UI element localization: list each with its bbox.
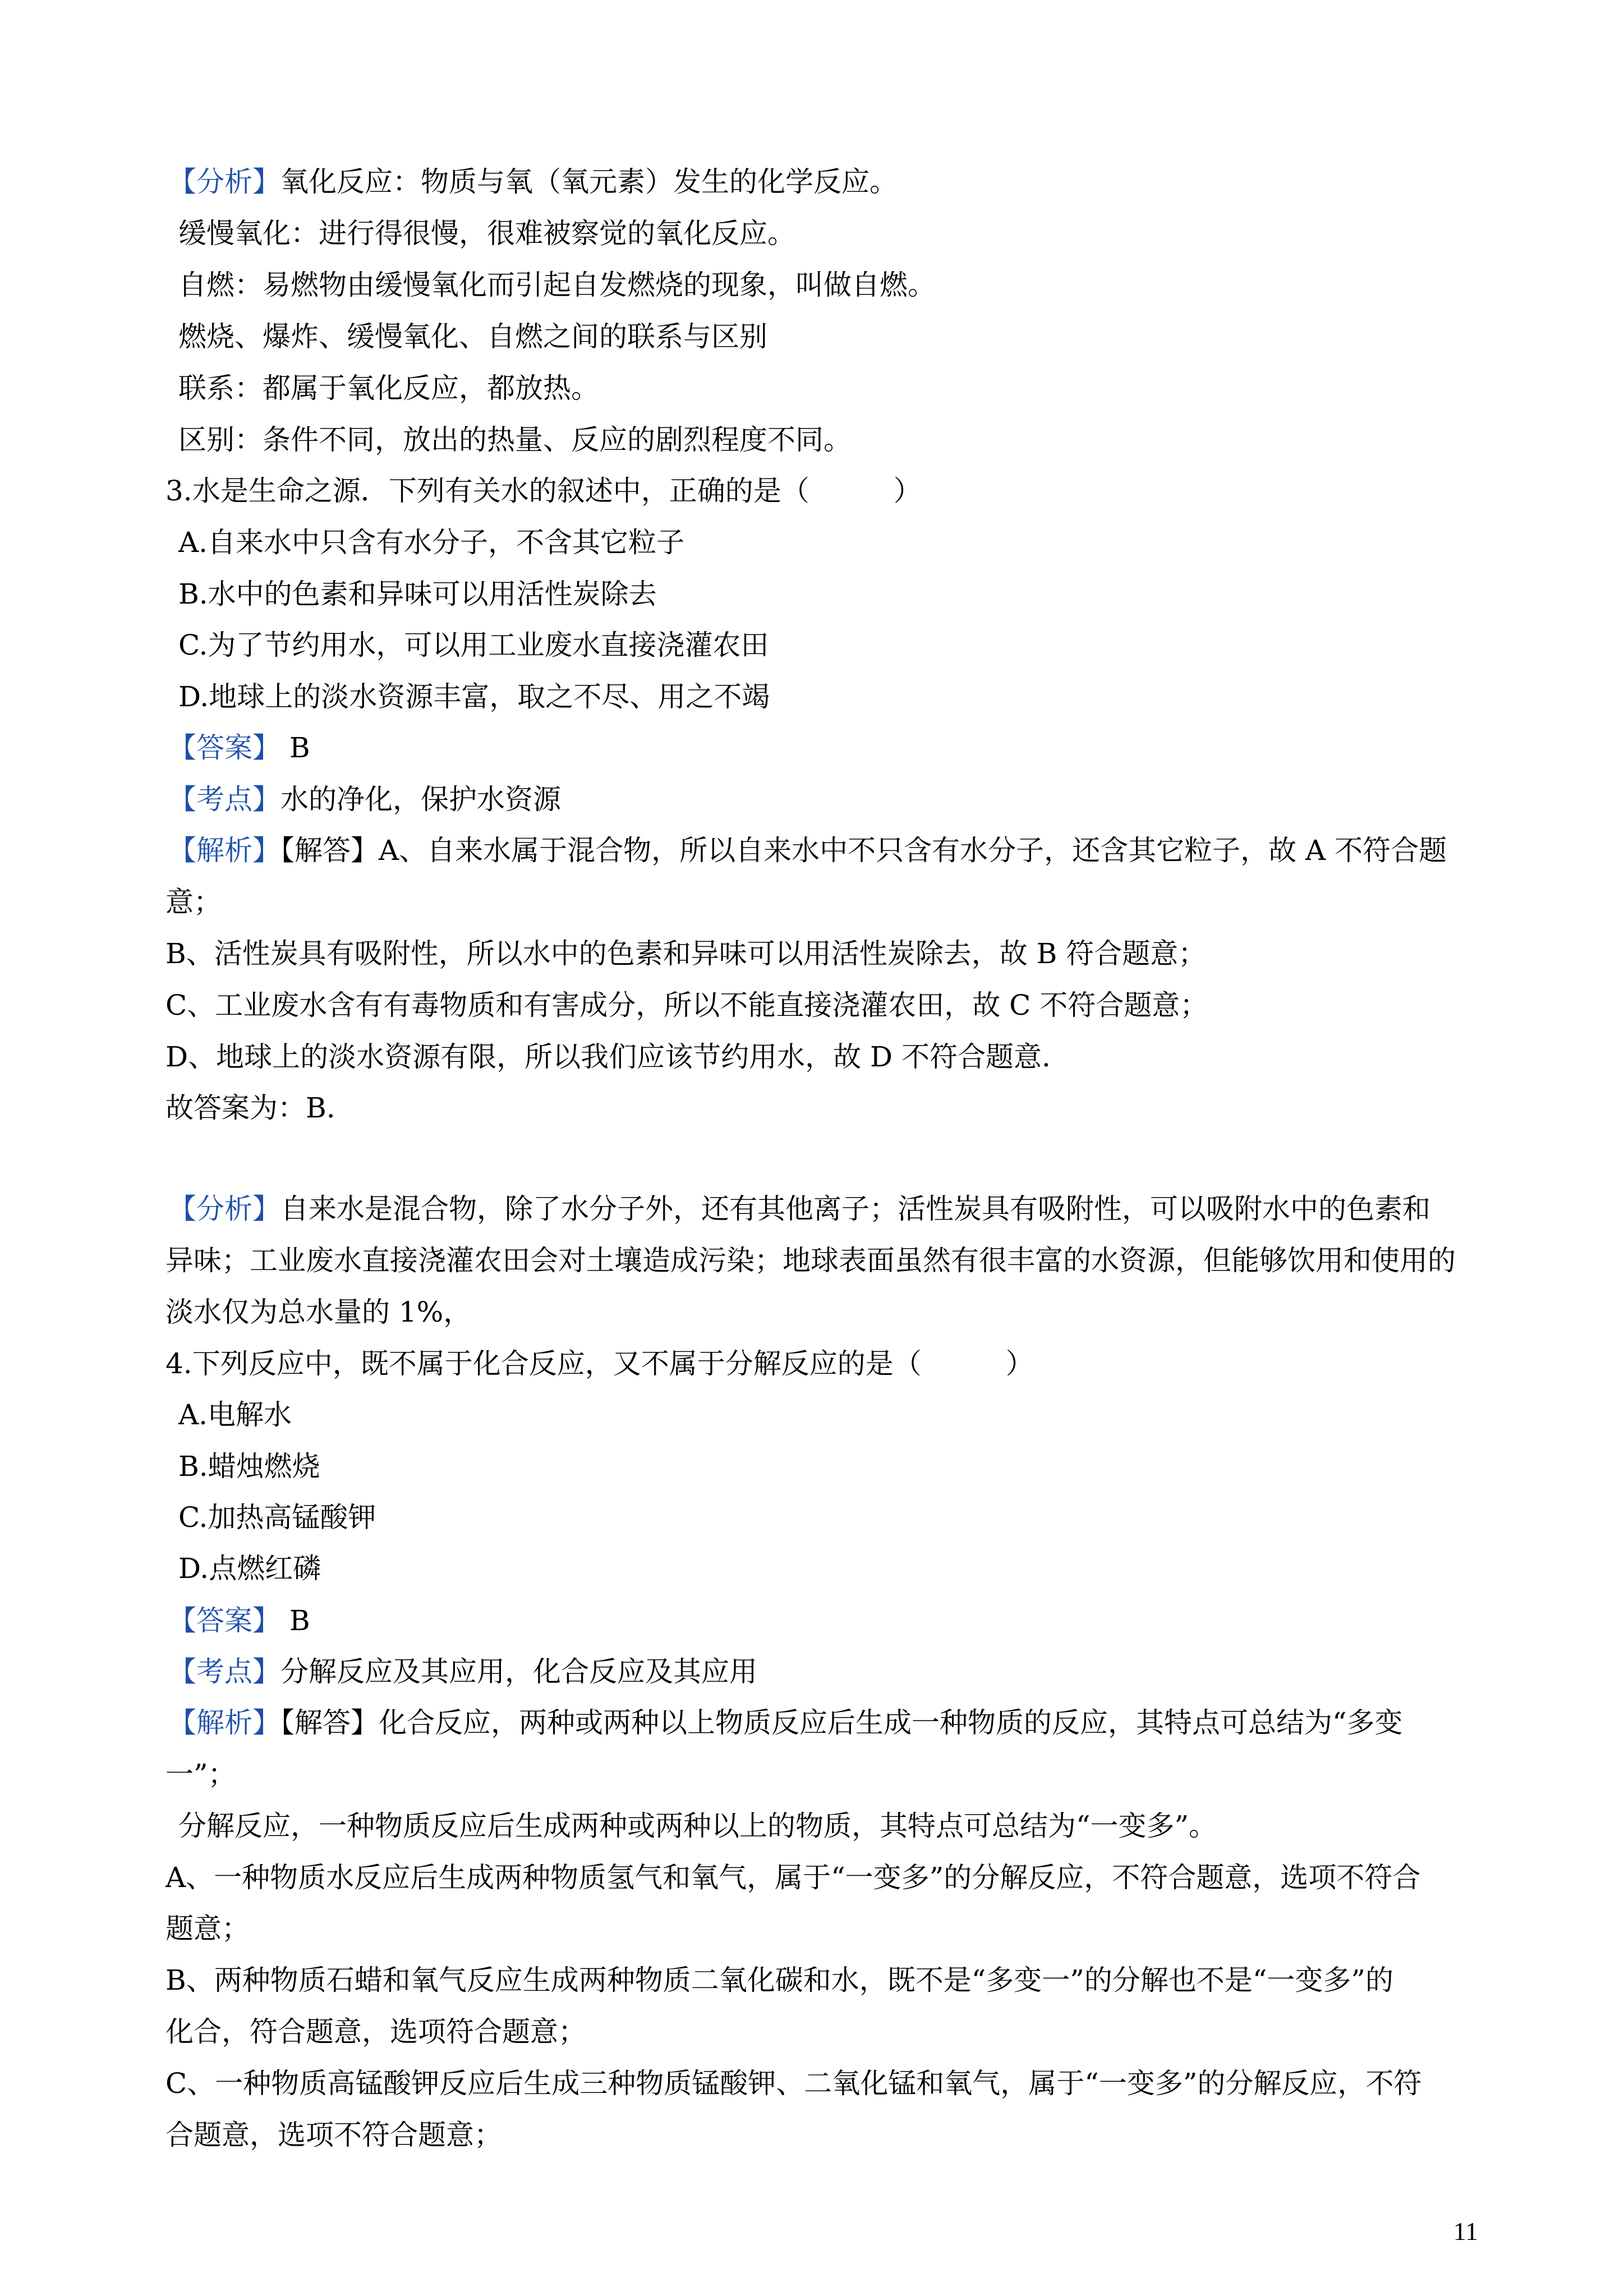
- analysis-label: 【分析】: [168, 1193, 280, 1225]
- jiexi-line: 一”；: [165, 1758, 236, 1791]
- kaodian-label: 【考点】: [168, 783, 280, 816]
- jiexi-line: 故答案为：B.: [165, 1092, 335, 1124]
- kaodian-line: 【考点】分解反应及其应用，化合反应及其应用: [168, 1655, 757, 1688]
- jiexi-line: C、一种物质高锰酸钾反应后生成三种物质锰酸钾、二氧化锰和氧气，属于“一变多”的分解反应，不符: [165, 2067, 1422, 2100]
- answer-label: 【答案】: [168, 1604, 280, 1637]
- jiexi-line: 分解反应，一种物质反应后生成两种或两种以上的物质，其特点可总结为“一变多”。: [178, 1810, 1217, 1842]
- analysis-line: 【分析】氧化反应：物质与氧（氧元素）发生的化学反应。: [168, 165, 898, 198]
- option-c: C.加热高锰酸钾: [178, 1501, 376, 1534]
- answer-value: B: [280, 731, 310, 764]
- kaodian-label: 【考点】: [168, 1655, 280, 1688]
- option-a: A.自来水中只含有水分子，不含其它粒子: [178, 526, 685, 559]
- option-b: B.蜡烛燃烧: [178, 1450, 320, 1483]
- answer-label: 【答案】: [168, 731, 280, 764]
- analysis-label: 【分析】: [168, 165, 280, 198]
- analysis-line: 缓慢氧化：进行得很慢，很难被察觉的氧化反应。: [178, 217, 795, 250]
- option-d: D.点燃红磷: [178, 1552, 321, 1585]
- option-d: D.地球上的淡水资源丰富，取之不尽、用之不竭: [178, 680, 770, 713]
- jiexi-line: 【解析】【解答】化合反应，两种或两种以上物质反应后生成一种物质的反应，其特点可总结为“多变: [168, 1706, 1403, 1739]
- jiexi-label: 【解析】: [168, 834, 280, 867]
- analysis-line: 联系：都属于氧化反应，都放热。: [178, 372, 599, 404]
- analysis-line: 【分析】自来水是混合物，除了水分子外，还有其他离子；活性炭具有吸附性，可以吸附水中的色素和: [168, 1193, 1430, 1225]
- jiexi-line: 意；: [165, 886, 222, 918]
- question-3-stem: 3.水是生命之源．下列有关水的叙述中，正确的是（ ）: [165, 475, 922, 507]
- analysis-line: 异味；工业废水直接浇灌农田会对土壤造成污染；地球表面虽然有很丰富的水资源，但能够饮用和使用的: [165, 1244, 1456, 1277]
- analysis-line: 区别：条件不同，放出的热量、反应的剧烈程度不同。: [178, 424, 852, 456]
- option-c: C.为了节约用水，可以用工业废水直接浇灌农田: [178, 629, 769, 661]
- jiexi-line: A、一种物质水反应后生成两种物质氢气和氧气，属于“一变多”的分解反应，不符合题意，选项不符合: [165, 1861, 1421, 1894]
- jiexi-line: 合题意，选项不符合题意；: [165, 2119, 502, 2151]
- answer-value: B: [280, 1604, 310, 1637]
- jiexi-line: D、地球上的淡水资源有限，所以我们应该节约用水，故 D 不符合题意.: [165, 1041, 1051, 1073]
- jiexi-line: B、活性炭具有吸附性，所以水中的色素和异味可以用活性炭除去，故 B 符合题意；: [165, 937, 1207, 970]
- question-4-stem: 4.下列反应中，既不属于化合反应，又不属于分解反应的是（ ）: [165, 1347, 1034, 1380]
- analysis-line: 燃烧、爆炸、缓慢氧化、自燃之间的联系与区别: [178, 320, 767, 353]
- jiexi-line: 【解析】【解答】A、自来水属于混合物，所以自来水中不只含有水分子，还含其它粒子，故 A 不符合题: [168, 834, 1447, 867]
- option-b: B.水中的色素和异味可以用活性炭除去: [178, 578, 657, 610]
- answer-line: [168, 1603, 1487, 1639]
- jiexi-line: 化合，符合题意，选项符合题意；: [165, 2016, 586, 2048]
- option-a: A.电解水: [178, 1398, 292, 1431]
- kaodian-line: 【考点】水的净化，保护水资源: [168, 783, 561, 816]
- jiexi-line: B、两种物质石蜡和氧气反应生成两种物质二氧化碳和水，既不是“多变一”的分解也不是“一变多”的: [165, 1964, 1393, 1996]
- jiexi-line: C、工业废水含有有毒物质和有害成分，所以不能直接浇灌农田，故 C 不符合题意；: [165, 989, 1208, 1022]
- page-number: 11: [1453, 2217, 1478, 2246]
- analysis-line: 淡水仅为总水量的 1%，: [165, 1296, 472, 1328]
- analysis-line: 自燃：易燃物由缓慢氧化而引起自发燃烧的现象，叫做自燃。: [178, 269, 936, 301]
- answer-line: [168, 730, 1487, 766]
- jiexi-line: 题意；: [165, 1912, 250, 1945]
- jiexi-label: 【解析】: [168, 1706, 280, 1739]
